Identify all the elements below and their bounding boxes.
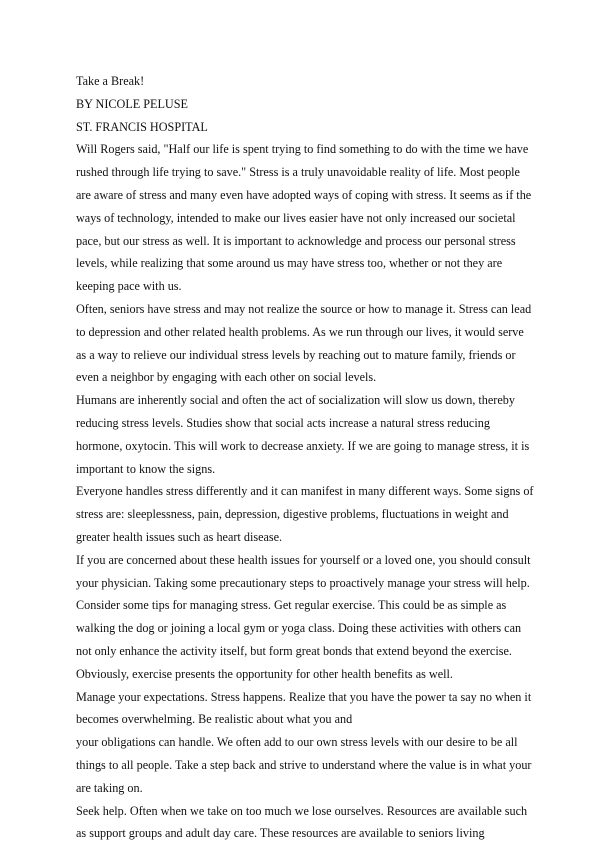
paragraph-obligations bbox=[76, 731, 546, 799]
paragraph-line: important to know the signs. bbox=[76, 461, 216, 476]
paragraph-line: Will Rogers said, "Half our life is spent trying to find something to do with the time we have bbox=[76, 142, 529, 157]
paragraph-line: hormone, oxytocin. This will work to decrease anxiety. If we are going to manage stress, it is bbox=[76, 438, 530, 453]
paragraph-manage-expectations bbox=[76, 686, 546, 732]
paragraph-signs-of-stress bbox=[76, 480, 546, 548]
paragraph-exercise-tips bbox=[76, 549, 546, 686]
paragraph-line: walking the dog or joining a local gym or yoga class. Doing these activities with others can bbox=[76, 621, 522, 636]
paragraph-seniors-stress bbox=[76, 298, 546, 389]
article-title: Take a Break! bbox=[76, 74, 145, 88]
paragraph-line: not only enhance the activity itself, but form great bonds that extend beyond the exercise. bbox=[76, 643, 512, 658]
paragraph-line: levels, while realizing that some around us may have stress too, whether or not they are bbox=[76, 256, 503, 271]
paragraph-line: Consider some tips for managing stress. Get regular exercise. This could be as simple as bbox=[76, 598, 507, 613]
paragraph-line: Seek help. Often when we take on too much we lose ourselves. Resources are available such bbox=[76, 803, 528, 818]
paragraph-seek-help bbox=[76, 800, 546, 846]
paragraph-line: your physician. Taking some precautionary steps to proactively manage your stress will help. bbox=[76, 575, 530, 590]
paragraph-line: If you are concerned about these health issues for yourself or a loved one, you should consult bbox=[76, 552, 531, 567]
article-body bbox=[76, 70, 546, 845]
paragraph-line: even a neighbor by engaging with each other on social levels. bbox=[76, 370, 377, 385]
paragraph-line: as a way to relieve our individual stress levels by reaching out to mature family, friends or bbox=[76, 347, 516, 362]
article-affiliation: ST. FRANCIS HOSPITAL bbox=[76, 119, 208, 134]
paragraph-line: ways of technology, intended to make our lives easier have not only increased our societal bbox=[76, 210, 516, 225]
paragraph-will-rogers-quote bbox=[76, 138, 546, 298]
paragraph-line: becomes overwhelming. Be realistic about what you and bbox=[76, 712, 353, 727]
paragraph-line: are aware of stress and many even have adopted ways of coping with stress. It seems as if the bbox=[76, 187, 532, 202]
paragraph-line: as support groups and adult day care. These resources are available to seniors living bbox=[76, 826, 485, 841]
paragraph-line: rushed through life trying to save." Stress is a truly unavoidable reality of life. Most people bbox=[76, 165, 520, 180]
paragraph-line: things to all people. Take a step back and strive to understand where the value is in what your bbox=[76, 757, 532, 772]
paragraph-line: reducing stress levels. Studies show that social acts increase a natural stress reducing bbox=[76, 415, 490, 430]
article-byline: BY NICOLE PELUSE bbox=[76, 96, 188, 111]
paragraph-line: are taking on. bbox=[76, 780, 143, 795]
paragraph-line: keeping pace with us. bbox=[76, 279, 182, 294]
paragraph-line: your obligations can handle. We often add to our own stress levels with our desire to be all bbox=[76, 735, 518, 750]
paragraph-line: stress are: sleeplessness, pain, depression, digestive problems, fluctuations in weight and bbox=[76, 507, 509, 522]
paragraph-line: to depression and other related health problems. As we run through our lives, it would serve bbox=[76, 324, 524, 339]
paragraph-line: pace, but our stress as well. It is important to acknowledge and process our personal stress bbox=[76, 233, 516, 248]
paragraph-line: greater health issues such as heart disease. bbox=[76, 529, 283, 544]
paragraph-socialization bbox=[76, 389, 546, 480]
paragraph-line: Everyone handles stress differently and it can manifest in many different ways. Some signs of bbox=[76, 484, 534, 499]
paragraph-line: Manage your expectations. Stress happens. Realize that you have the power ta say no when it bbox=[76, 689, 532, 704]
paragraph-line: Often, seniors have stress and may not realize the source or how to manage it. Stress can lead bbox=[76, 301, 532, 316]
paragraph-line: Obviously, exercise presents the opportunity for other health benefits as well. bbox=[76, 666, 453, 681]
paragraph-line: Humans are inherently social and often the act of socialization will slow us down, thereby bbox=[76, 393, 515, 408]
